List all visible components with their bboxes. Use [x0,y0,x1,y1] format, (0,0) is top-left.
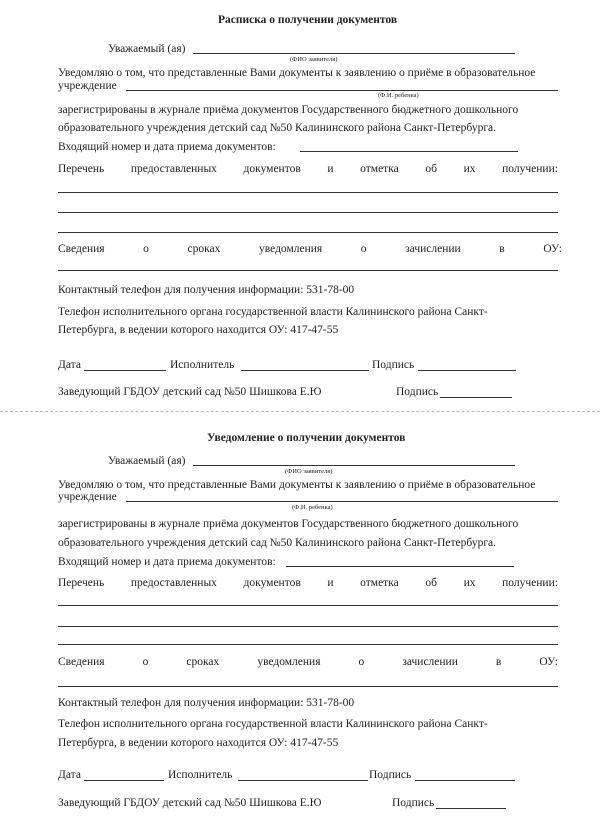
word: в [499,243,505,255]
enrollment-info-label [58,655,558,669]
executor-label: Исполнитель [168,769,233,781]
signature-label: Подпись [369,769,412,781]
word: предоставленных [130,163,217,175]
word: и [327,163,334,175]
form-title: Уведомление о получении документов [207,432,406,444]
exec-phone-line-1: Телефон исполнительного органа государственной власти Калининского района Санкт- [58,718,488,730]
word: об [425,163,437,175]
documents-list-line[interactable] [58,192,558,193]
word: документов [243,163,301,175]
word: о [143,243,149,255]
documents-list-label [58,576,558,590]
head-label: Заведующий ГБДОУ детский сад №50 Шишкова Е.Ю [58,797,322,809]
word: уведомления [257,656,321,668]
word: зачислении [405,243,461,255]
incoming-number-label: Входящий номер и дата приема документов: [58,556,276,568]
documents-list-line[interactable] [58,626,558,627]
exec-phone-line-2: Петербурга, в ведении которого находится ОУ: 417-47-55 [58,324,339,336]
documents-list-line[interactable] [58,644,558,645]
exec-phone-line-2: Петербурга, в ведении которого находится ОУ: 417-47-55 [58,737,339,749]
executor-label: Исполнитель [170,359,235,371]
word: ОУ: [543,243,562,255]
word: сроках [187,243,221,255]
word: зачислении [402,656,458,668]
child-name-line[interactable] [126,90,558,91]
enrollment-info-label [58,242,562,256]
word: об [425,577,437,589]
child-caption: (Ф.И. ребенка) [292,504,333,511]
incoming-number-line[interactable] [300,151,518,152]
documents-list-line[interactable] [58,232,558,233]
registered-line-1: зарегистрированы в журнале приёма документов Государственного бюджетного дошкольного [58,104,519,116]
word: Сведения [58,656,105,668]
contact-phone: Контактный телефон для получения информации: 531-78-00 [58,284,355,296]
head-label: Заведующий ГБДОУ детский сад №50 Шишкова Е.Ю [58,386,322,398]
incoming-number-line[interactable] [286,566,514,567]
head-signature-label: Подпись [396,386,439,398]
date-line[interactable] [84,780,164,781]
applicant-name-line[interactable] [193,465,515,466]
word: документов [243,577,301,589]
enrollment-info-line[interactable] [58,270,558,271]
word: получении: [502,577,558,589]
word: уведомления [259,243,323,255]
page-divider [0,411,600,412]
word: отметка [360,577,399,589]
notice-line-1: Уведомляю о том, что представленные Вами документы к заявлению о приёме в образовательное [58,479,536,491]
word: их [463,577,476,589]
salutation-label: Уважаемый (ая) [108,43,186,55]
applicant-name-line[interactable] [193,53,515,54]
salutation-label: Уважаемый (ая) [108,455,186,467]
word: о [358,656,365,668]
exec-phone-line-1: Телефон исполнительного органа государственной власти Калининского района Санкт- [58,306,488,318]
child-caption: (Ф.И. ребенка) [378,92,419,99]
documents-list-line[interactable] [58,212,558,213]
word: предоставленных [130,577,217,589]
contact-phone: Контактный телефон для получения информации: 531-78-00 [58,697,355,709]
notice-line-1: Уведомляю о том, что представленные Вами документы к заявлению о приёме в образовательное [58,67,536,79]
word: в [495,656,502,668]
date-label: Дата [58,359,81,371]
signature-label: Подпись [372,359,415,371]
head-signature-line[interactable] [436,808,506,809]
word: Перечень [58,163,105,175]
word: ОУ: [539,656,558,668]
head-signature-line[interactable] [440,397,512,398]
word: Перечень [58,577,105,589]
word: Сведения [58,243,105,255]
applicant-caption: (ФИО заявителя) [290,56,338,63]
executor-line[interactable] [238,780,368,781]
signature-line[interactable] [418,370,516,371]
registered-line-1: зарегистрированы в журнале приёма документов Государственного бюджетного дошкольного [58,518,519,530]
date-label: Дата [58,769,81,781]
incoming-number-label: Входящий номер и дата приема документов: [58,141,276,153]
word: о [142,656,149,668]
word: их [463,163,476,175]
word: отметка [360,163,399,175]
head-signature-label: Подпись [392,797,435,809]
documents-list-label [58,162,558,176]
documents-list-line[interactable] [58,605,558,606]
word: о [360,243,367,255]
word: и [327,577,334,589]
word: получении: [502,163,558,175]
form-title: Расписка о получении документов [218,14,398,26]
notice-line-2: учреждение [58,80,117,92]
executor-line[interactable] [241,370,369,371]
registered-line-2: образовательного учреждения детский сад №50 Калининского района Санкт-Петербурга. [58,537,497,549]
registered-line-2: образовательного учреждения детский сад №50 Калининского района Санкт-Петербурга. [58,122,497,134]
notice-line-2: учреждение [58,491,117,503]
signature-line[interactable] [415,780,515,781]
date-line[interactable] [84,370,166,371]
word: сроках [186,656,220,668]
enrollment-info-line[interactable] [58,686,558,687]
applicant-caption: (ФИО заявителя) [285,468,333,475]
child-name-line[interactable] [126,501,558,502]
